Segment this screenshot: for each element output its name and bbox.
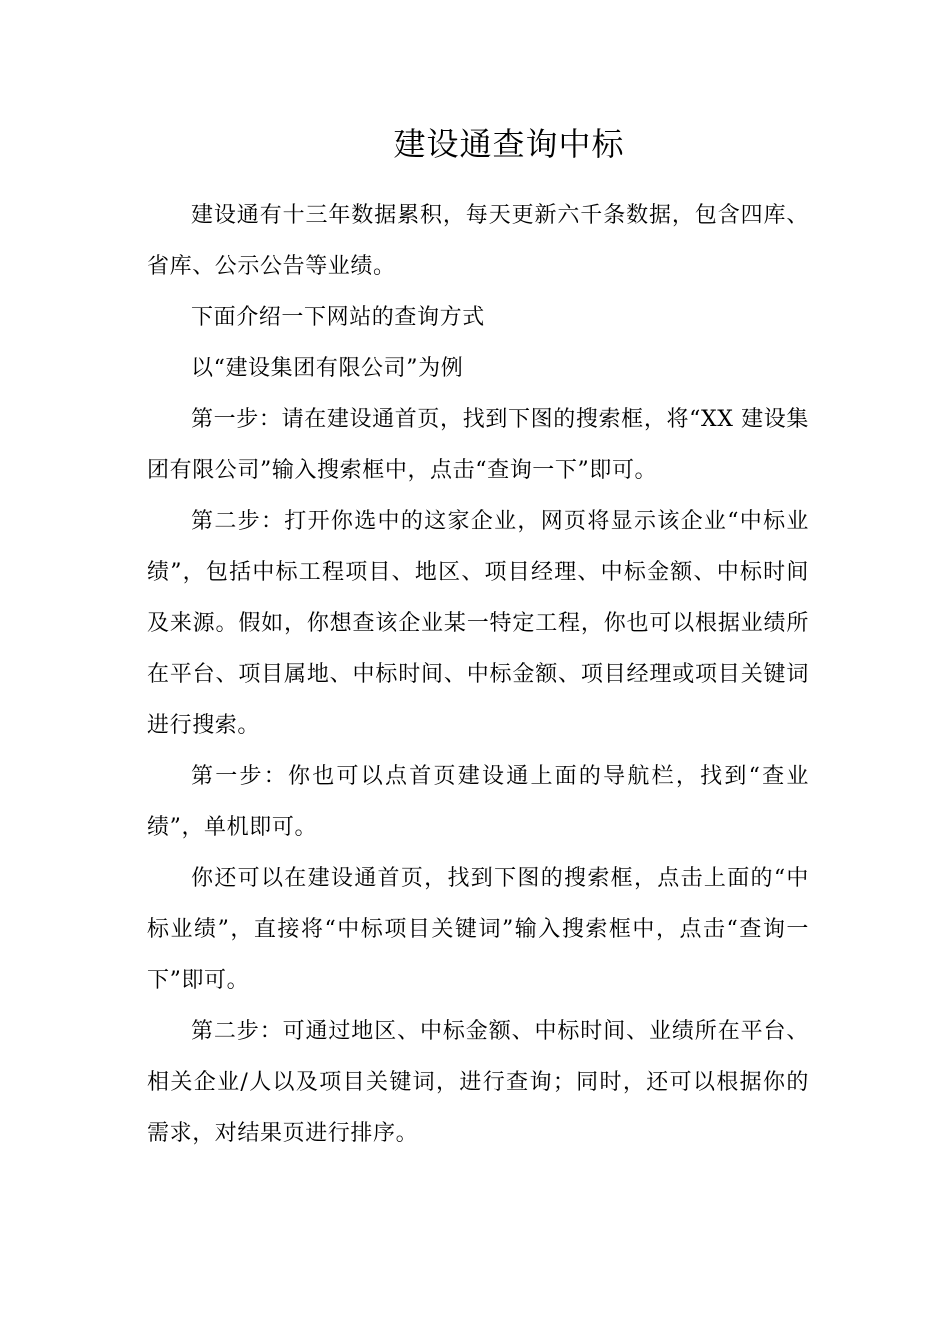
paragraph-method-intro: 下面介绍一下网站的查询方式 [191,305,485,330]
document-title: 建设通查询中标 [393,125,625,163]
paragraph-step-two: 第二步：打开你选中的这家企业，网页将显示该企业“中标业绩”，包括中标工程项目、地区、项目经理、中标金额、中标时间及来源。假如，你想查该企业某一特定工程，你也可以根据业绩所在平台、项目属地、中标时间、中标金额、项目经理或项目关键词进行搜索。 [147,509,809,738]
paragraph-search-alt: 你还可以在建设通首页，找到下图的搜索框，点击上面的“中标业绩”，直接将“中标项目关键词”输入搜索框中，点击“查询一下”即可。 [147,866,809,993]
paragraph-step-two-alt: 第二步：可通过地区、中标金额、中标时间、业绩所在平台、相关企业/人以及项目关键词，进行查询；同时，还可以根据你的需求，对结果页进行排序。 [147,1019,809,1146]
document-body [147,190,809,1159]
paragraph-example: 以“建设集团有限公司”为例 [191,356,464,381]
paragraph-step-one: 第一步：请在建设通首页，找到下图的搜索框，将“XX 建设集团有限公司”输入搜索框中，点击“查询一下”即可。 [147,407,809,483]
paragraph-intro: 建设通有十三年数据累积，每天更新六千条数据，包含四库、省库、公示公告等业绩。 [147,203,809,279]
paragraph-step-one-alt: 第一步：你也可以点首页建设通上面的导航栏，找到“查业绩”，单机即可。 [147,764,809,840]
